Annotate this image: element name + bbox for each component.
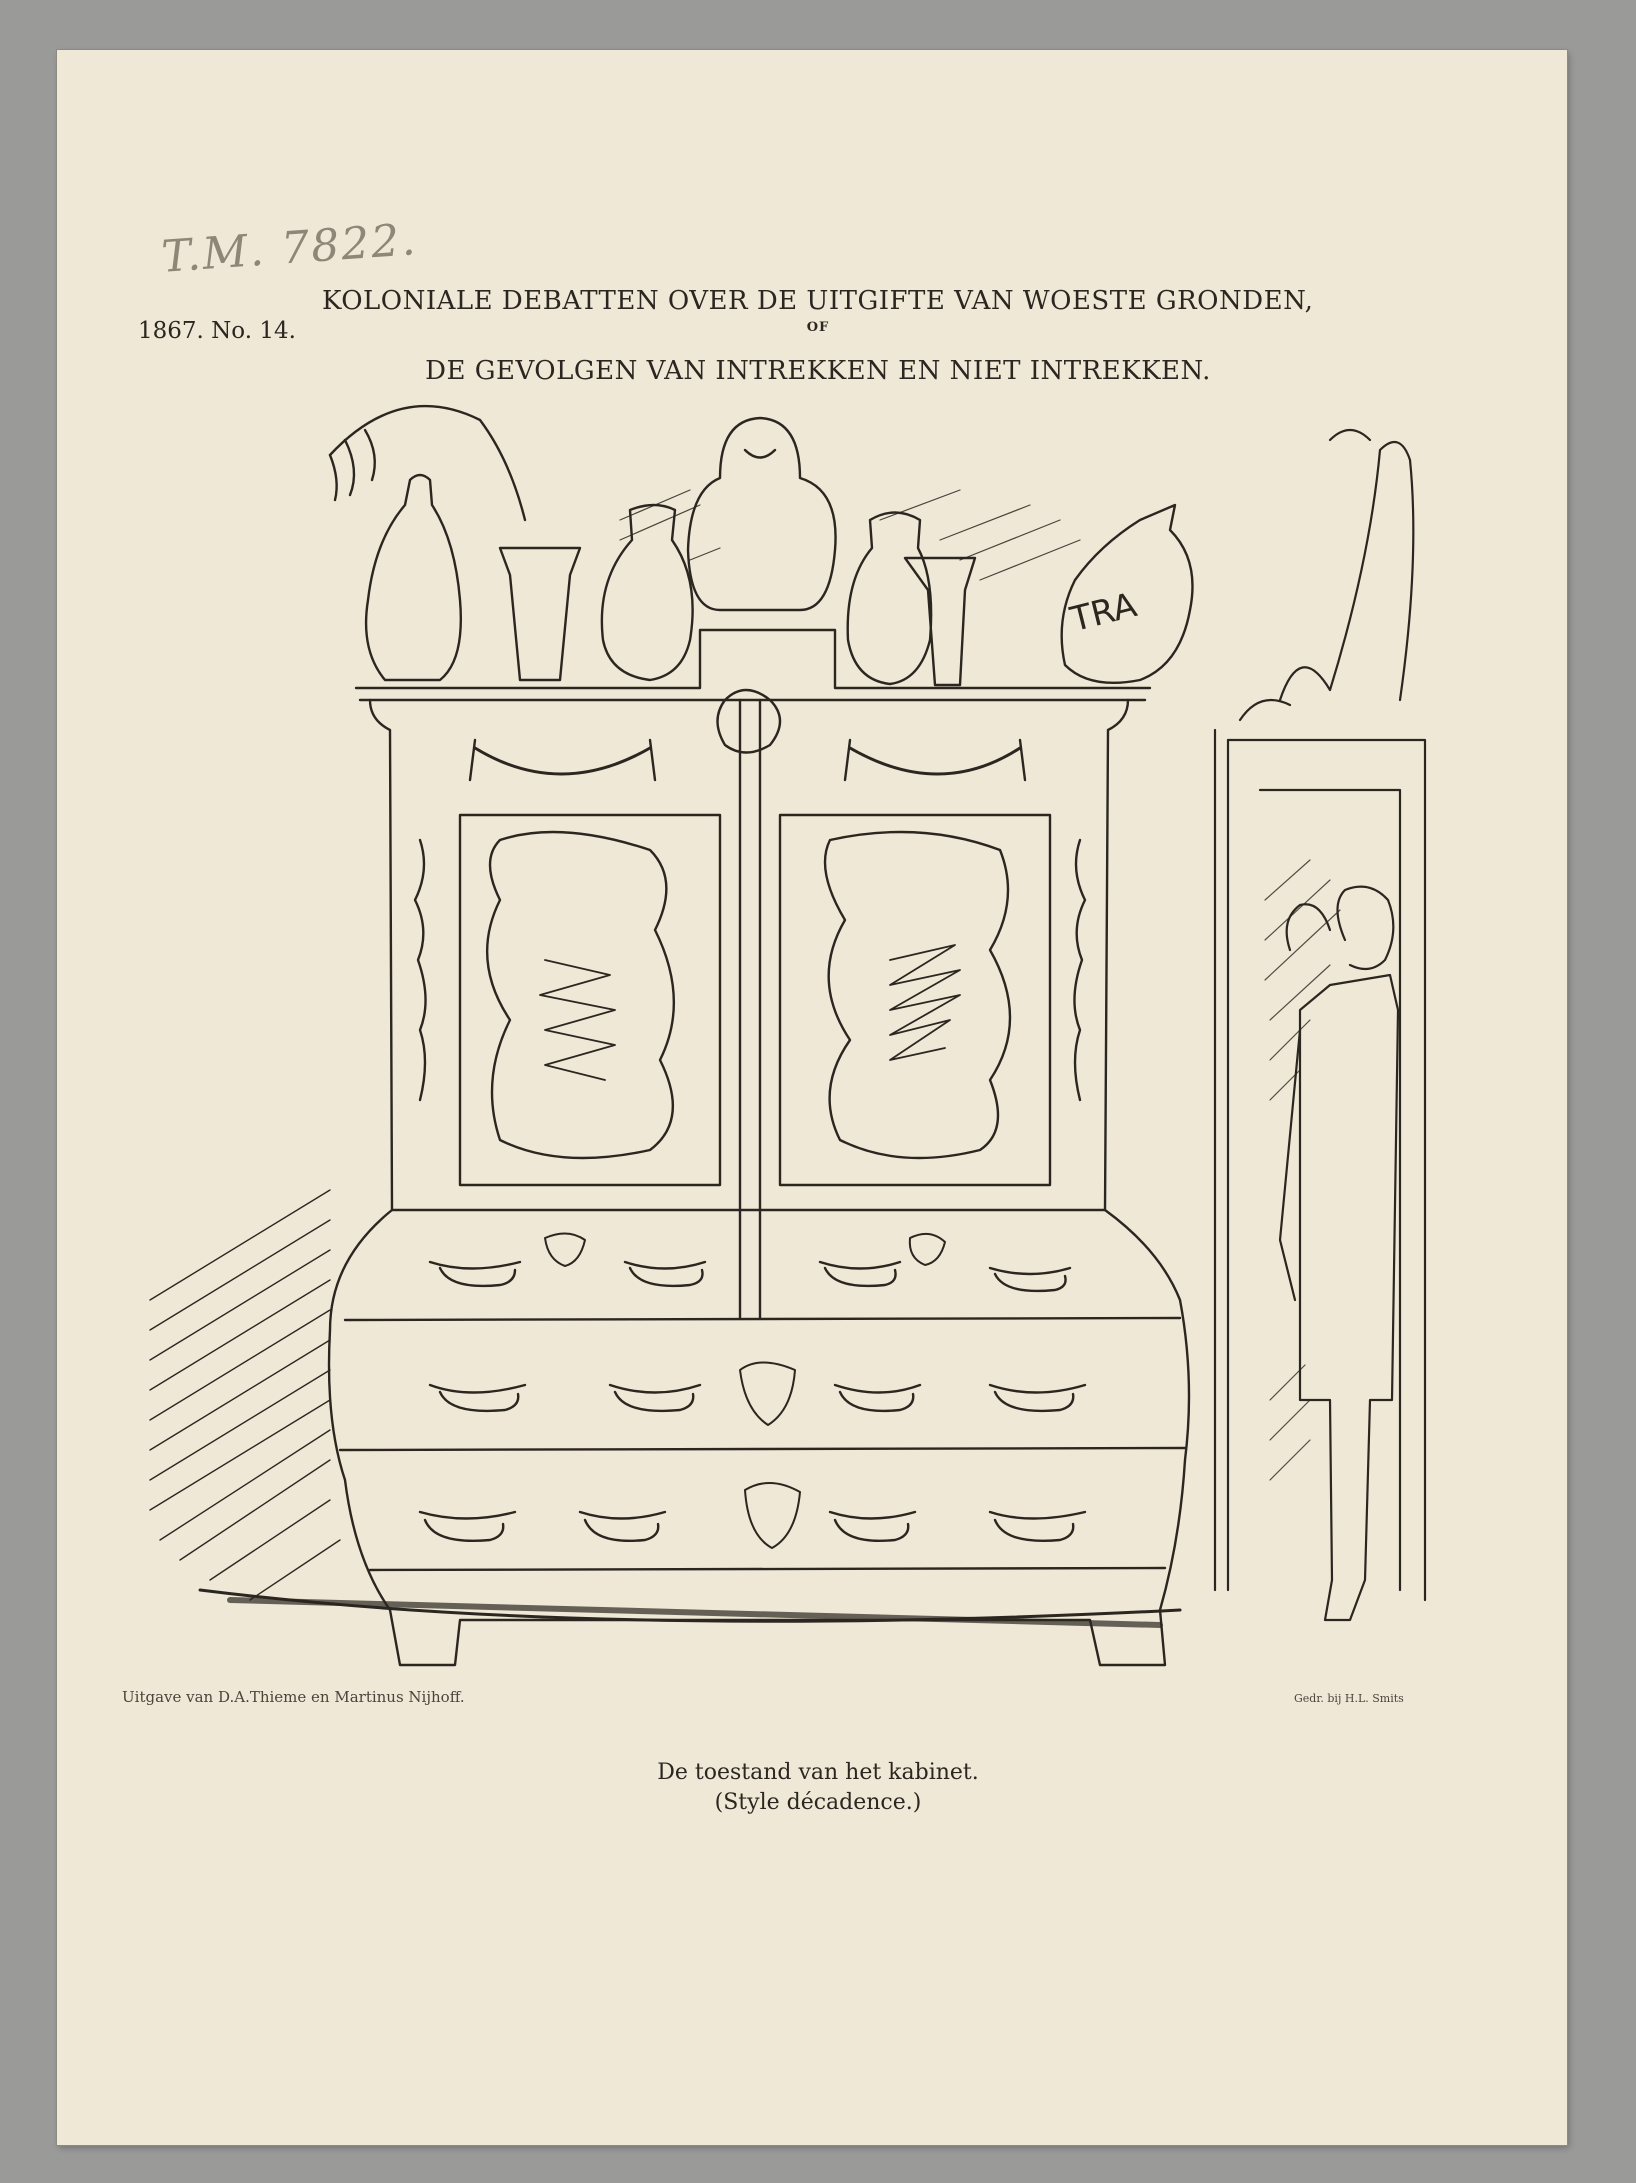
issue-number: 1867. No. 14. bbox=[138, 318, 296, 344]
feather-plume bbox=[330, 406, 525, 520]
vases-on-cabinet bbox=[330, 406, 1193, 685]
keyhole-escutcheons bbox=[545, 1233, 945, 1548]
bust bbox=[688, 418, 836, 610]
cabinet bbox=[329, 630, 1189, 1665]
doorway-hatching bbox=[1265, 860, 1340, 1480]
bottle-label: TRA bbox=[1066, 585, 1141, 641]
title-line-1: KOLONIALE DEBATTEN OVER DE UITGIFTE VAN WOESTE GRONDEN, bbox=[322, 286, 1314, 316]
caption-line-1: De toestand van het kabinet. bbox=[657, 1760, 979, 1785]
publisher-credit: Uitgave van D.A.Thieme en Martinus Nijhoff. bbox=[122, 1688, 465, 1706]
caption-line-2: (Style décadence.) bbox=[714, 1790, 922, 1815]
title-connector: OF bbox=[806, 320, 830, 335]
printer-credit: Gedr. bij H.L. Smits bbox=[1294, 1692, 1404, 1705]
figure-in-doorway bbox=[1280, 887, 1398, 1620]
doorway bbox=[1215, 430, 1425, 1600]
floor-shadow bbox=[150, 1190, 1180, 1625]
drawer-pulls bbox=[420, 1262, 1085, 1541]
title-line-2: DE GEVOLGEN VAN INTREKKEN EN NIET INTREKKEN. bbox=[425, 356, 1211, 386]
inventory-mark: T.M. 7822. bbox=[160, 214, 419, 283]
